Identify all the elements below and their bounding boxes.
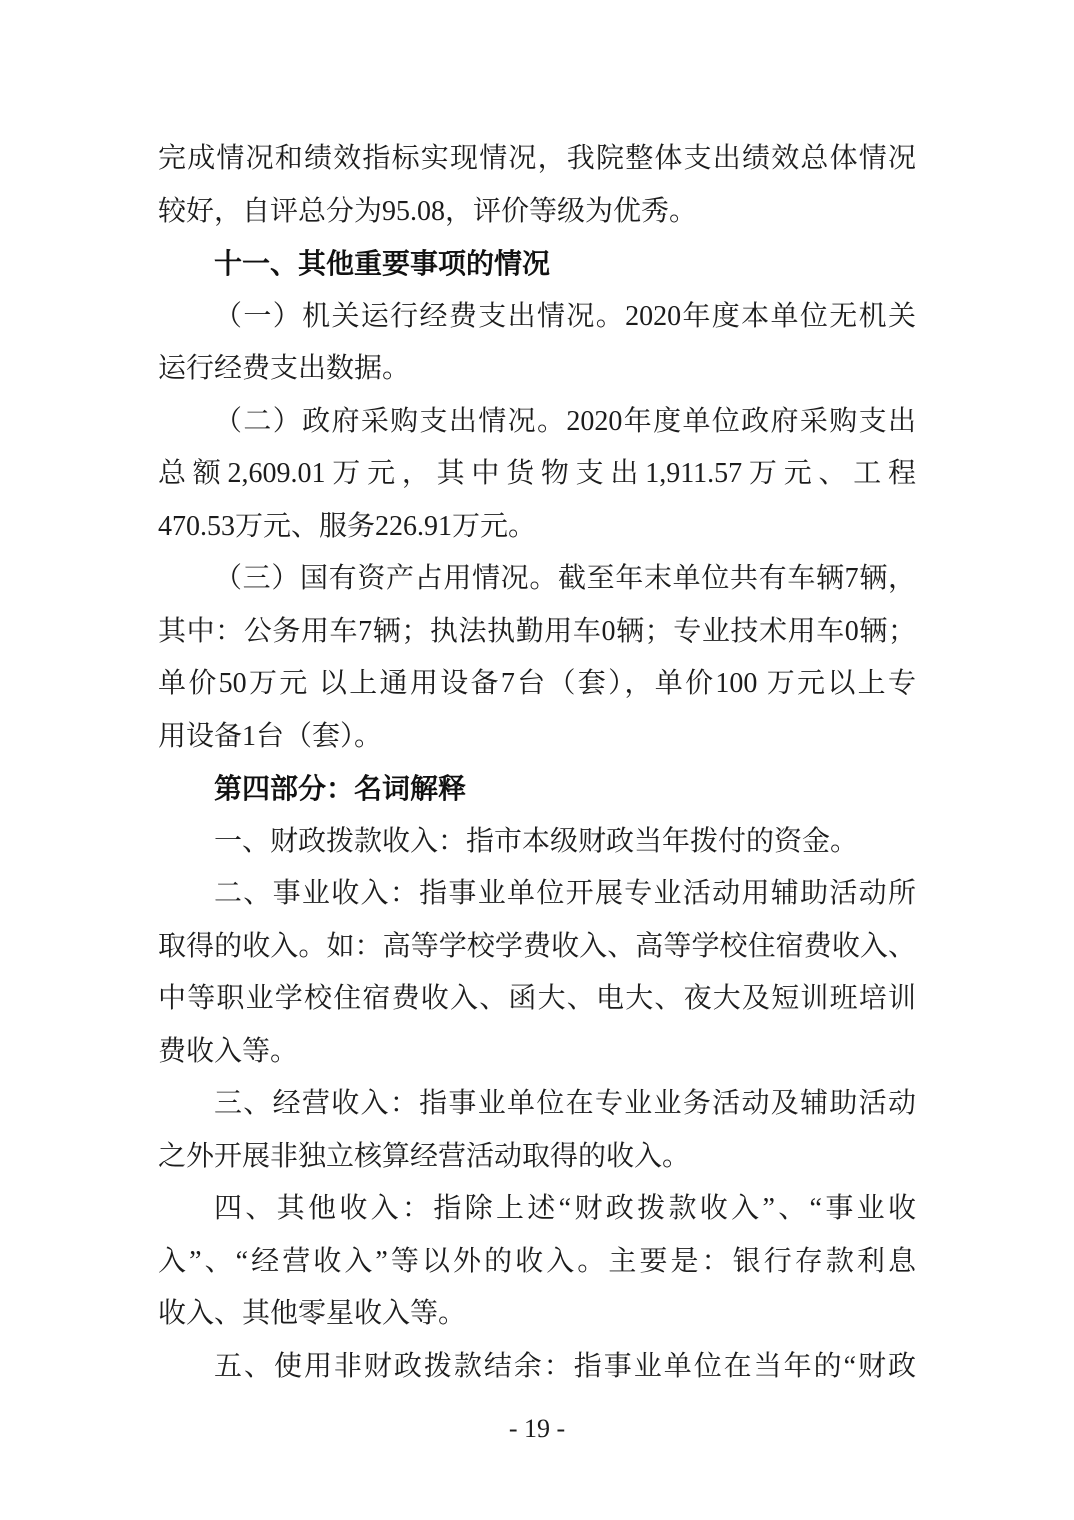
text-line: 入”、“经营收入”等以外的收入。主要是：银行存款利息	[158, 1245, 916, 1277]
text-line: 四、其他收入：指除上述“财政拨款收入”、“事业收	[214, 1193, 916, 1224]
text-line: （三）国有资产占用情况。截至年末单位共有车辆7辆，	[214, 563, 916, 594]
text-line: 总额2,609.01万元，其中货物支出1,911.57万元、工程	[158, 458, 916, 489]
text-line: 其中：公务用车7辆；执法执勤用车0辆；专业技术用车0辆；	[158, 615, 916, 647]
text-line: 之外开展非独立核算经营活动取得的收入。	[158, 1140, 691, 1172]
text-line: 费收入等。	[158, 1035, 299, 1067]
text-line: （一）机关运行经费支出情况。2020年度本单位无机关	[214, 300, 916, 332]
document-body	[158, 133, 916, 1393]
text-line: 用设备1台（套）。	[158, 720, 383, 752]
text-line: 二、事业收入：指事业单位开展专业活动用辅助活动所	[214, 878, 916, 909]
text-line: 取得的收入。如：高等学校学费收入、高等学校住宿费收入、	[158, 930, 916, 962]
text-line: （二）政府采购支出情况。2020年度单位政府采购支出	[214, 405, 916, 437]
text-line: 五、使用非财政拨款结余：指事业单位在当年的“财政	[214, 1350, 916, 1382]
text-line: 单价50万元 以上通用设备7台（套），单价100 万元以上专	[158, 668, 916, 699]
text-line: 中等职业学校住宿费收入、函大、电大、夜大及短训班培训	[158, 983, 916, 1014]
text-line: 较好，自评总分为95.08，评价等级为优秀。	[158, 195, 698, 227]
section-heading-eleven: 十一、其他重要事项的情况	[214, 248, 551, 279]
text-line: 运行经费支出数据。	[158, 353, 411, 384]
text-line: 三、经营收入：指事业单位在专业业务活动及辅助活动	[214, 1088, 916, 1119]
section-heading-part-four: 第四部分：名词解释	[214, 773, 467, 804]
text-line: 收入、其他零星收入等。	[158, 1298, 467, 1329]
text-line: 一、财政拨款收入：指市本级财政当年拨付的资金。	[214, 825, 859, 857]
page-number: - 19 -	[508, 1414, 566, 1443]
text-line: 470.53万元、服务226.91万元。	[158, 510, 537, 542]
text-line: 完成情况和绩效指标实现情况，我院整体支出绩效总体情况	[158, 143, 916, 174]
